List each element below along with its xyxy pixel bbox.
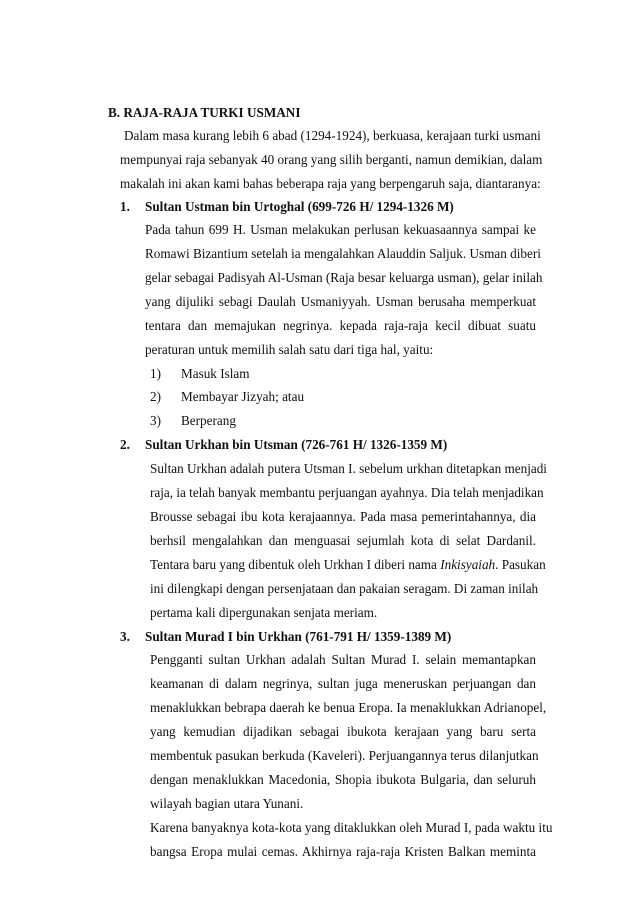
section-heading: B. RAJA-RAJA TURKI USMANI xyxy=(108,105,301,120)
sultan-3-line-2: keamanan di dalam negrinya, sultan juga meneruskan perjuangan dan xyxy=(150,676,536,691)
option-2-text: Membayar Jizyah; atau xyxy=(181,389,305,404)
sultan-2-line-5-tail: . Pasukan xyxy=(495,557,546,572)
option-1-text: Masuk Islam xyxy=(181,366,250,381)
sultan-2-line-3: Brousse sebagai ibu kota kerajaannya. Pada masa pemerintahannya, dia xyxy=(150,509,536,524)
sultan-3-line-3: menaklukkan bebrapa daerah ke benua Eropa. Ia menaklukkan Adrianopel, xyxy=(150,700,547,715)
intro-line-1: Dalam masa kurang lebih 6 abad (1294-1924), berkuasa, kerajaan turki usmani xyxy=(124,128,541,143)
sultan-1-title: Sultan Ustman bin Urtoghal (699-726 H/ 1294-1326 M) xyxy=(145,199,454,214)
sultan-1-line-4: yang dijuliki sebagi Daulah Usmaniyyah. Usman berusaha memperkuat xyxy=(145,294,536,309)
sultan-2-line-2: raja, ia telah banyak membantu perjuangan ayahnya. Dia telah menjadikan xyxy=(150,485,544,500)
option-3-text: Berperang xyxy=(181,413,236,428)
sultan-3-line-8: Karena banyaknya kota-kota yang ditaklukkan oleh Murad I, pada waktu itu xyxy=(150,820,553,835)
intro-line-3: makalah ini akan kami bahas beberapa raja yang berpengaruh saja, diantaranya: xyxy=(120,176,541,191)
sultan-1-line-3: gelar sebagai Padisyah Al-Usman (Raja besar keluarga usman), gelar inilah xyxy=(145,270,543,285)
sultan-1-line-1: Pada tahun 699 H. Usman melakukan perlusan kekuasaannya sampai ke xyxy=(145,222,536,237)
sultan-1-number: 1. xyxy=(120,199,130,214)
option-1-number: 1) xyxy=(150,366,161,381)
sultan-3-line-7: wilayah bagian utara Yunani. xyxy=(150,796,304,811)
inkisyaiah-term: Inkisyaiah xyxy=(440,557,496,572)
sultan-1-line-6: peraturan untuk memilih salah satu dari tiga hal, yaitu: xyxy=(145,342,434,357)
sultan-2-line-5-text: Tentara baru yang dibentuk oleh Urkhan I diberi nama xyxy=(150,557,441,572)
sultan-1-line-2: Romawi Bizantium setelah ia mengalahkan Alauddin Saljuk. Usman diberi xyxy=(145,246,541,261)
sultan-3-line-6: dengan menaklukkan Macedonia, Shopia ibukota Bulgaria, dan seluruh xyxy=(150,772,536,787)
option-2-number: 2) xyxy=(150,389,161,404)
sultan-3-line-9: bangsa Eropa mulai cemas. Akhirnya raja-raja Kristen Balkan meminta xyxy=(150,844,536,859)
sultan-2-title: Sultan Urkhan bin Utsman (726-761 H/ 1326-1359 M) xyxy=(145,437,448,452)
sultan-2-line-1: Sultan Urkhan adalah putera Utsman I. sebelum urkhan ditetapkan menjadi xyxy=(150,461,547,476)
sultan-2-line-5 xyxy=(150,557,546,573)
sultan-3-title: Sultan Murad I bin Urkhan (761-791 H/ 1359-1389 M) xyxy=(145,629,452,644)
sultan-3-line-4: yang kemudian dijadikan sebagai ibukota kerajaan yang baru serta xyxy=(150,724,536,739)
sultan-3-line-5: membentuk pasukan berkuda (Kaveleri). Perjuangannya terus dilanjutkan xyxy=(150,748,539,763)
sultan-2-line-7: pertama kali dipergunakan senjata meriam. xyxy=(150,605,378,620)
intro-line-2: mempunyai raja sebanyak 40 orang yang silih berganti, namun demikian, dalam xyxy=(120,152,543,167)
sultan-2-line-6: ini dilengkapi dengan persenjataan dan pakaian seragam. Di zaman inilah xyxy=(150,581,539,596)
option-3-number: 3) xyxy=(150,413,161,428)
sultan-1-line-5: tentara dan memajukan negrinya. kepada raja-raja kecil dibuat suatu xyxy=(145,318,536,333)
sultan-2-number: 2. xyxy=(120,437,130,452)
sultan-3-line-1: Pengganti sultan Urkhan adalah Sultan Murad I. selain memantapkan xyxy=(150,652,536,667)
sultan-2-line-4: berhsil mengalahkan dan menguasai sejumlah kota di selat Dardanil. xyxy=(150,533,536,548)
sultan-3-number: 3. xyxy=(120,629,130,644)
